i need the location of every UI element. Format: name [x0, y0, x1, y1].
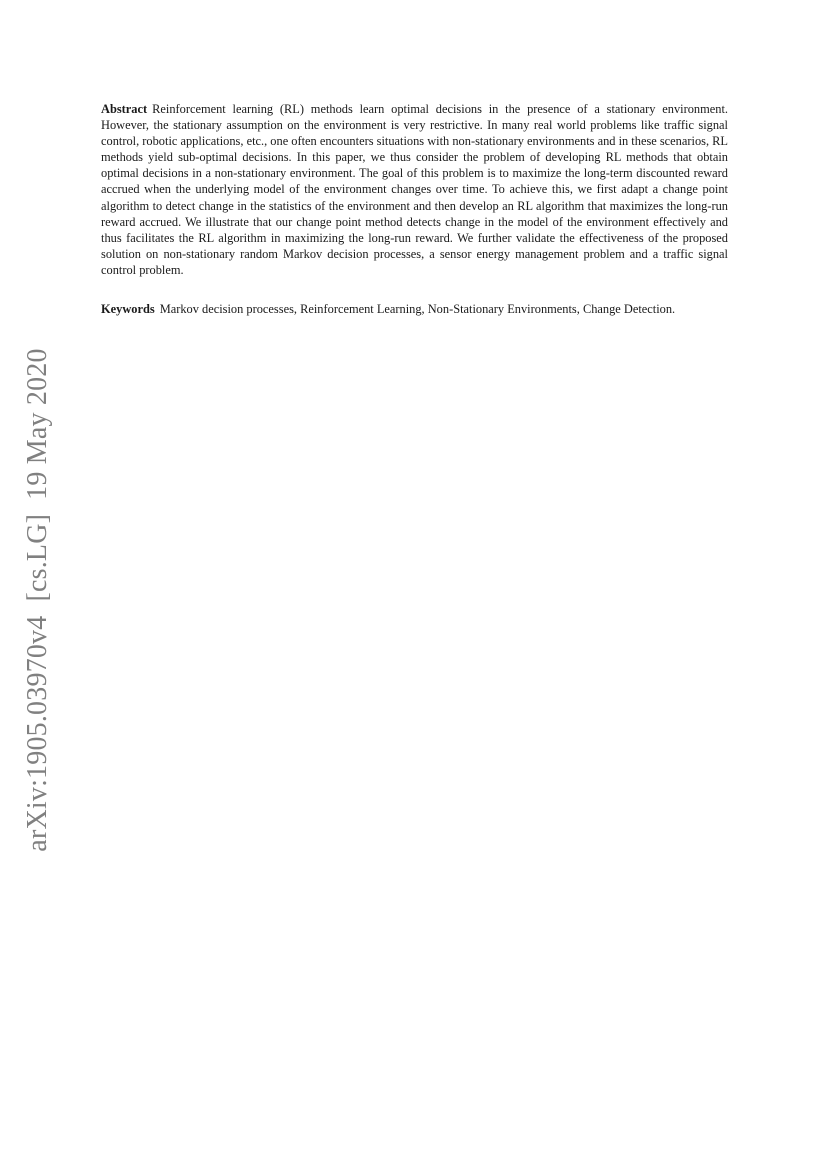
abstract-text: Reinforcement learning (RL) methods learn optimal decisions in the presence of a stationary environment. However, the stationary assumption on the environment is very restrictive. In many real world problems like traffic signal control, robotic applications, etc., one often encounters situations with non-stationary environments and in these scenarios, RL methods yield sub-optimal decisions. In this paper, we thus consider the problem of developing RL methods that obtain optimal decisions in a non-stationary environment. The goal of this problem is to maximize the long-term discounted reward accrued when the underlying model of the environment changes over time. To achieve this, we first adapt a change point algorithm to detect change in the statistics of the environment and then develop an RL algorithm that maximizes the long-run reward accrued. We illustrate that our change point method detects change in the model of the environment effectively and thus facilitates the RL algorithm in maximizing the long-run reward. We further validate the effectiveness of the proposed solution on non-stationary random Markov decision processes, a sensor energy management problem and a traffic signal control problem. — [101, 102, 728, 277]
abstract-label: Abstract — [101, 102, 148, 116]
arxiv-date: 19 May 2020 — [22, 348, 53, 500]
arxiv-id: arXiv:1905.03970v4 — [22, 615, 53, 852]
keywords-label: Keywords — [101, 302, 155, 316]
arxiv-sidebar-stamp — [22, 348, 54, 851]
abstract-section — [101, 101, 728, 278]
abstract-paragraph — [101, 101, 728, 278]
keywords-text: Markov decision processes, Reinforcement Learning, Non-Stationary Environments, Change Detection. — [159, 302, 676, 316]
keywords-section — [101, 301, 728, 317]
arxiv-category: [cs.LG] — [22, 513, 53, 602]
keywords-paragraph — [101, 301, 728, 317]
